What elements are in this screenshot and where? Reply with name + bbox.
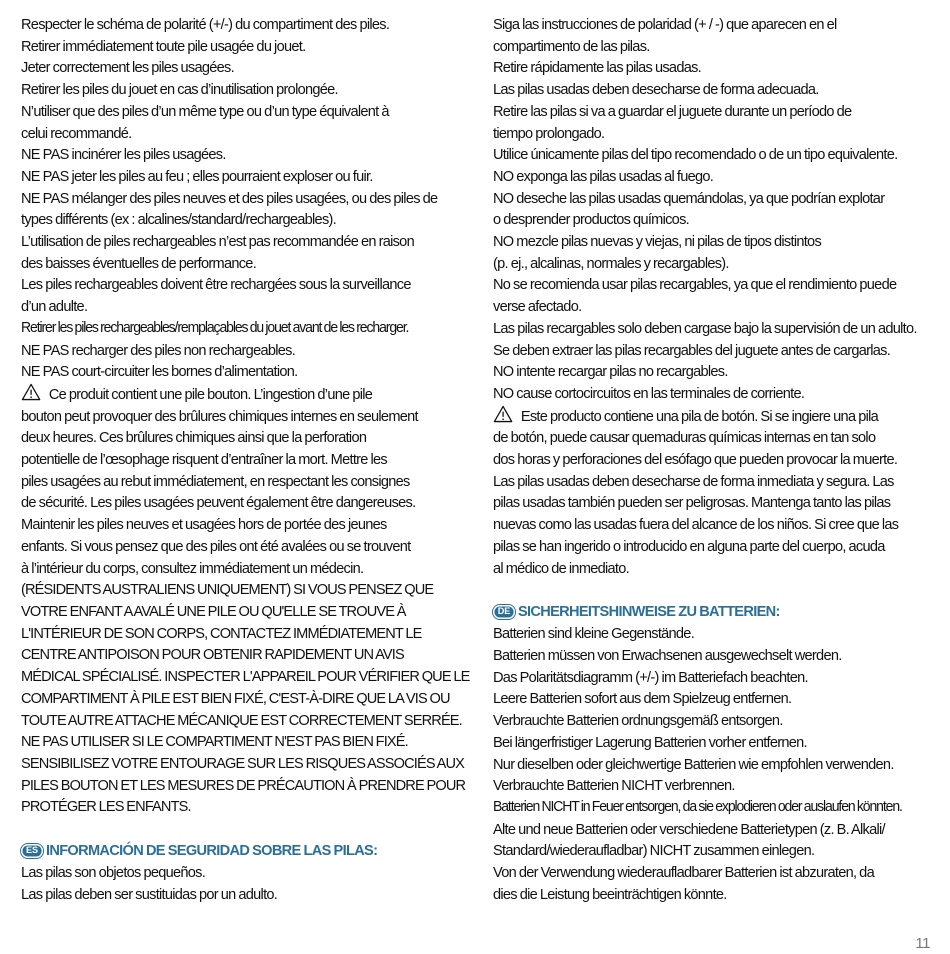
page-number: 11 (915, 935, 930, 952)
text-line: L'INTÉRIEUR DE SON CORPS, CONTACTEZ IMMÉDIATEMENT LE (21, 624, 422, 642)
text-line: Von der Verwendung wiederaufladbarer Batterien ist abzuraten, da (493, 864, 874, 882)
text-line: MÉDICAL SPÉCIALISÉ. INSPECTER L'APPAREIL POUR VÉRIFIER QUE LE (21, 668, 470, 686)
text-line: dos horas y perforaciones del esófago que pueden provocar la muerte. (493, 451, 898, 469)
text-line: tiempo prolongado. (493, 124, 605, 142)
text-line: potentielle de l’œsophage risquent d’entraîner la mort. Mettre les (21, 451, 388, 469)
text-line: L’utilisation de piles rechargeables n’est pas recommandée en raison (21, 233, 414, 251)
text-line: à l’intérieur du corps, consultez immédiatement un médecin. (21, 559, 364, 577)
text-line: d’un adulte. (21, 298, 88, 316)
text-line: pilas usadas también pueden ser peligrosas. Mantenga tanto las pilas (493, 494, 891, 512)
text-line: Nur dieselben oder gleichwertige Batterien wie empfohlen verwenden. (493, 755, 894, 773)
text-line: piles usagées au rebut immédiatement, en respectant les consignes (21, 472, 410, 490)
es-battery-instructions (493, 14, 927, 405)
text-line: deux heures. Ces brûlures chimiques ainsi que la perforation (21, 429, 367, 447)
warning-line (493, 405, 927, 428)
warning-triangle-icon (493, 405, 513, 423)
text-line: PILES BOUTON ET LES MESURES DE PRÉCAUTION À PRENDRE POUR (21, 776, 466, 794)
text-line: Standard/wiederaufladbar) NICHT zusammen einlegen. (493, 842, 815, 860)
text-line: NO exponga las pilas usadas al fuego. (493, 167, 714, 185)
text-line: NO cause cortocircuitos en las terminales de corriente. (493, 384, 805, 402)
text-line: Retirer immédiatement toute pile usagée du jouet. (21, 37, 306, 55)
text-line: al médico de inmediato. (493, 559, 629, 577)
heading-text: INFORMACIÓN DE SEGURIDAD SOBRE LAS PILAS: (45, 842, 378, 860)
text-line: SENSIBILISEZ VOTRE ENTOURAGE SUR LES RISQUES ASSOCIÉS AUX (21, 754, 464, 772)
text-line: NE PAS UTILISER SI LE COMPARTIMENT N'EST PAS BIEN FIXÉ. (21, 733, 408, 751)
text-line: Las pilas son objetos pequeños. (21, 864, 206, 882)
section-gap (493, 579, 927, 601)
text-line: NO intente recargar pilas no recargables. (493, 363, 728, 381)
de-section-heading (493, 601, 927, 623)
text-line: Se deben extraer las pilas recargables del juguete antes de cargarlas. (493, 341, 891, 359)
text-line: NO mezcle pilas nuevas y viejas, ni pilas de tipos distintos (493, 233, 822, 251)
text-line: (p. ej., alcalinas, normales y recargables). (493, 254, 729, 272)
text-line: COMPARTIMENT À PILE EST BIEN FIXÉ, C'EST-À-DIRE QUE LA VIS OU (21, 689, 450, 707)
text-line: Jeter correctement les piles usagées. (21, 59, 234, 77)
text-line: types différents (ex : alcalines/standard/rechargeables). (21, 211, 336, 229)
text-line: Retirer les piles rechargeables/remplaçables du jouet avant de les recharger. (21, 319, 409, 336)
text-line: N’utiliser que des piles d’un même type ou d’un type équivalent à (21, 102, 389, 120)
text-line: PROTÉGER LES ENFANTS. (21, 798, 191, 816)
text-line: Batterien NICHT in Feuer entsorgen, da sie explodieren oder auslaufen könnten. (493, 798, 902, 815)
text-line: bouton peut provoquer des brûlures chimiques internes en seulement (21, 407, 418, 425)
text-line: des baisses éventuelles de performance. (21, 254, 257, 272)
es-button-battery-warning (493, 405, 927, 580)
text-line: Respecter le schéma de polarité (+/-) du compartiment des piles. (21, 16, 390, 33)
fr-battery-instructions (21, 14, 453, 383)
text-line: dies die Leistung beeinträchtigen könnte. (493, 885, 727, 903)
text-line: nuevas como las usadas fuera del alcance de los niños. Si cree que las (493, 516, 899, 534)
section-gap (21, 818, 453, 840)
text-line: pilas se han ingerido o introducido en alguna parte del cuerpo, acuda (493, 537, 885, 555)
text-line: Las pilas usadas deben desecharse de forma adecuada. (493, 81, 819, 99)
text-line: Retire las pilas si va a guardar el juguete durante un período de (493, 102, 852, 120)
text-line: Alte und neue Batterien oder verschiedene Batterietypen (z. B. Alkali/ (493, 820, 885, 838)
de-language-badge: DE (493, 605, 515, 619)
text-line: Das Polaritätsdiagramm (+/-) im Batteriefach beachten. (493, 668, 808, 686)
text-line: enfants. Si vous pensez que des piles ont été avalées ou se trouvent (21, 537, 411, 555)
text-line: NE PAS jeter les piles au feu ; elles pourraient exploser ou fuir. (21, 167, 373, 185)
text-line: Las pilas recargables solo deben cargase bajo la supervisión de un adulto. (493, 319, 917, 337)
text-line: Siga las instrucciones de polaridad (+ / -) que aparecen en el (493, 16, 837, 33)
text-line: Las pilas deben ser sustituidas por un adulto. (21, 885, 278, 903)
text-line: compartimento de las pilas. (493, 37, 650, 55)
warning-triangle-icon (21, 383, 41, 401)
de-section (493, 601, 927, 905)
warning-text: Este producto contiene una pila de botón. Si se ingiere una pila (520, 407, 879, 425)
text-line: CENTRE ANTIPOISON POUR OBTENIR RAPIDEMENT UN AVIS (21, 646, 404, 664)
text-line: Retirer les piles du jouet en cas d’inutilisation prolongée. (21, 81, 338, 99)
text-line: verse afectado. (493, 298, 582, 316)
text-line: Verbrauchte Batterien NICHT verbrennen. (493, 777, 735, 795)
text-line: No se recomienda usar pilas recargables, ya que el rendimiento puede (493, 276, 897, 294)
warning-text: Ce produit contient une pile bouton. L’ingestion d’une pile (48, 385, 373, 403)
right-column (493, 14, 927, 905)
text-line: Utilice únicamente pilas del tipo recomendado o de un tipo equivalente. (493, 146, 898, 164)
text-line: Leere Batterien sofort aus dem Spielzeug entfernen. (493, 690, 792, 708)
text-line: VOTRE ENFANT A AVALÉ UNE PILE OU QU'ELLE SE TROUVE À (21, 602, 406, 620)
text-line: NE PAS mélanger des piles neuves et des piles usagées, ou des piles de (21, 189, 438, 207)
text-line: celui recommandé. (21, 124, 132, 142)
fr-australia-notice (21, 579, 470, 818)
es-language-badge: ES (21, 844, 43, 858)
heading-text: SICHERHEITSHINWEISE ZU BATTERIEN: (517, 603, 780, 621)
text-line: Bei längerfristiger Lagerung Batterien vorher entfernen. (493, 733, 807, 751)
text-line: de sécurité. Les piles usagées peuvent également être dangereuses. (21, 494, 416, 512)
text-line: de botón, puede causar quemaduras químicas internas en tan solo (493, 429, 876, 447)
es-section-start (21, 840, 453, 905)
text-line: Batterien sind kleine Gegenstände. (493, 625, 695, 643)
text-line: NE PAS recharger des piles non rechargeables. (21, 341, 296, 359)
text-line: Las pilas usadas deben desecharse de forma inmediata y segura. Las (493, 472, 894, 490)
text-line: o desprender productos químicos. (493, 211, 689, 229)
text-line: Maintenir les piles neuves et usagées hors de portée des jeunes (21, 516, 387, 534)
es-section-heading (21, 840, 453, 862)
text-line: NE PAS incinérer les piles usagées. (21, 146, 226, 164)
left-column (21, 14, 470, 905)
text-line: Les piles rechargeables doivent être rechargées sous la surveillance (21, 276, 411, 294)
text-line: Retire rápidamente las pilas usadas. (493, 59, 702, 77)
text-line: Batterien müssen von Erwachsenen ausgewechselt werden. (493, 646, 842, 664)
text-line: NE PAS court-circuiter les bornes d’alimentation. (21, 363, 298, 381)
warning-line (21, 383, 453, 406)
text-line: TOUTE AUTRE ATTACHE MÉCANIQUE EST CORRECTEMENT SERRÉE. (21, 711, 462, 729)
fr-button-battery-warning (21, 383, 453, 579)
text-line: NO deseche las pilas usadas quemándolas, ya que podrían explotar (493, 189, 885, 207)
text-line: (RÉSIDENTS AUSTRALIENS UNIQUEMENT) SI VOUS PENSEZ QUE (21, 581, 434, 599)
text-line: Verbrauchte Batterien ordnungsgemäß entsorgen. (493, 712, 783, 730)
